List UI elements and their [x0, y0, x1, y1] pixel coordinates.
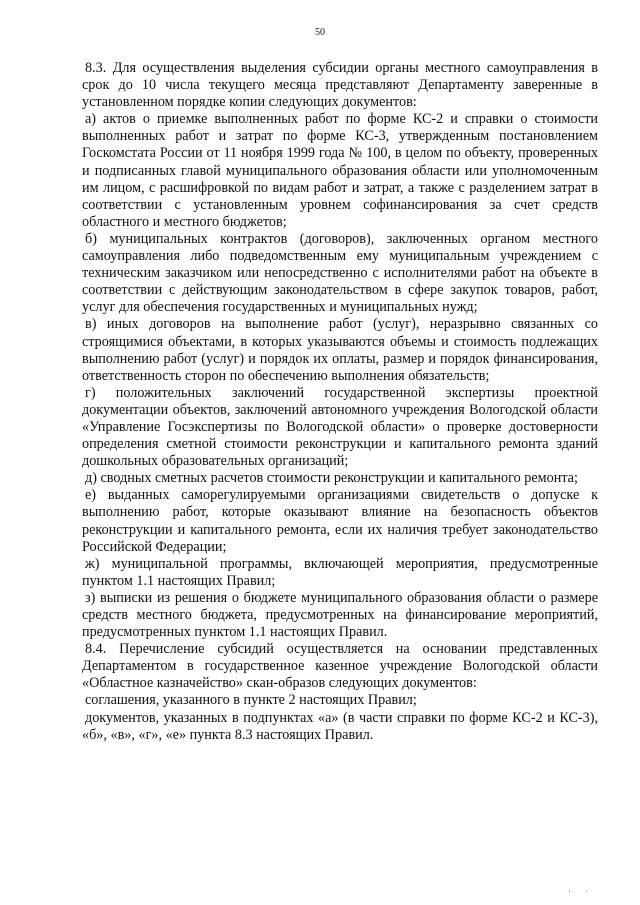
paragraph-8-3-z: з) выписки из решения о бюджете муниципального образования области о размере средств местного бюджета, предусмотренных на финансирование мероприятий, предусмотренных пунктом 1.1 настоящих Правил. — [82, 589, 598, 641]
paragraph-8-4: 8.4. Перечисление субсидий осуществляется на основании представленных Департаментом в государственное казенное учреждение Вологодской области «Областное казначейство» скан-образов следующих документов: — [82, 641, 598, 692]
paragraph-8-3-e: е) выданных саморегулируемыми организациями свидетельств о допуске к выполнению работ, которые оказывают влияние на безопасность объектов реконструкции и капитального ремонта, если их наличия требует законодательство Российской Федерации; — [82, 487, 598, 555]
paragraph-8-3-v: в) иных договоров на выполнение работ (услуг), неразрывно связанных со строящимися объектами, в которых указываются объемы и стоимость подлежащих выполнению работ (услуг) и порядок их оплаты, размер и порядок финансирования, ответственность сторон по обеспечению выполнения обязательств; — [82, 316, 598, 384]
corner-scan-mark: · · — [568, 886, 595, 896]
page-number: 50 — [315, 27, 325, 38]
paragraph-8-3-zh: ж) муниципальной программы, включающей мероприятия, предусмотренные пунктом 1.1 настоящих Правил; — [82, 555, 598, 589]
paragraph-8-3-g: г) положительных заключений государственной экспертизы проектной документации объектов, заключений автономного учреждения Вологодской области «Управление Госэкспертизы по Вологодской области» о проверке достоверности определения сметной стоимости реконструкции и капитального ремонта зданий дошкольных образовательных организаций; — [82, 384, 598, 470]
paragraph-8-3-b: б) муниципальных контрактов (договоров), заключенных органом местного самоуправления либо подведомственным ему муниципальным учреждением с техническим заказчиком или непосредственно с исполнителями работ на объекте в соответствии с действующим законодательством в сфере закупок товаров, работ, услуг для обеспечения государственных и муниципальных нужд; — [82, 230, 598, 316]
document-body — [82, 60, 598, 744]
paragraph-8-3: 8.3. Для осуществления выделения субсидии органы местного самоуправления в срок до 10 числа текущего месяца представляют Департаменту заверенные в установленном порядке копии следующих документов: — [82, 60, 598, 111]
paragraph-8-3-a: а) актов о приемке выполненных работ по форме КС-2 и справки о стоимости выполненных работ и затрат по форме КС-3, утвержденным постановлением Госкомстата России от 11 ноября 1999 года № 100, в целом по объекту, проверенных и подписанных главой муниципального образования области или уполномоченным им лицом, с расшифровкой по видам работ и затрат, а также с разделением затрат в соответствии с установленным уровнем софинансирования за счет средств областного и местного бюджетов; — [82, 111, 598, 230]
paragraph-8-4-agreement: соглашения, указанного в пункте 2 настоящих Правил; — [85, 692, 417, 709]
paragraph-8-4-documents: документов, указанных в подпунктах «а» (в части справки по форме КС-2 и КС-3), «б», «в», «г», «е» пункта 8.3 настоящих Правил. — [82, 709, 598, 743]
paragraph-8-3-d: д) сводных сметных расчетов стоимости реконструкции и капитального ремонта; — [85, 470, 578, 487]
